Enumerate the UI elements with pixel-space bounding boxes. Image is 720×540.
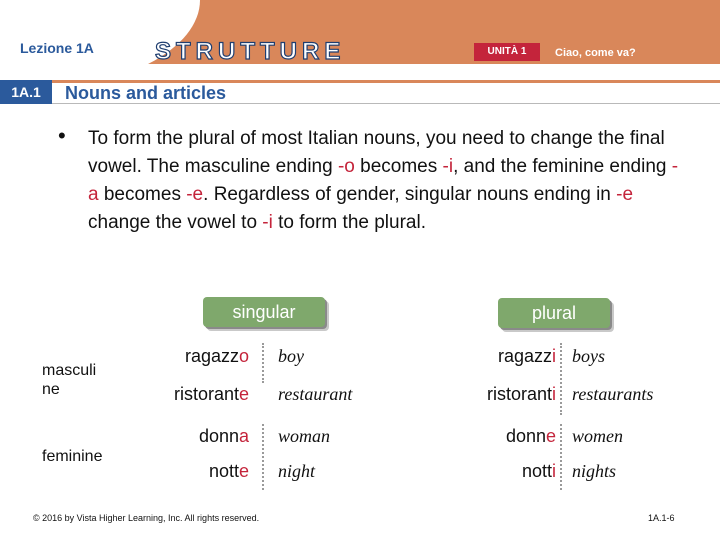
plural-noun: donne [505,426,556,446]
lesson-label: Lezione 1A [20,40,94,56]
bullet-text-part: , and the feminine ending [453,156,672,177]
singular-noun: ragazzo [184,346,249,366]
ending-highlight: -e [186,184,204,205]
plural-translation: restaurants [572,384,654,404]
bullet-text-part: change the vowel to [88,212,263,233]
ending-highlight: -i [262,212,273,233]
plural-noun: ragazzi [497,346,556,366]
plural-noun: notti [521,461,556,481]
column-separator [262,343,264,383]
singular-noun: ristorante [173,384,249,404]
page-number: 1A.1-6 [648,513,675,523]
bullet-text-part: To form the plural of most Italian nouns, you need to change the final vowel. The masculine ending [88,128,665,177]
ending-highlight: -a [88,156,679,205]
bullet-text-part: to form the plural. [272,212,426,233]
singular-noun: notte [208,461,249,481]
bullet-paragraph [88,125,688,237]
section-number-tab: 1A.1 [0,80,52,104]
bullet-marker: • [58,123,66,148]
plural-translation: nights [572,461,617,481]
column-separator [560,343,562,415]
singular-header: singular [203,297,325,327]
unit-badge: UNITÀ 1 [474,43,540,61]
singular-translation: woman [278,426,331,446]
ending-highlight: -o [337,156,355,177]
section-wordmark: STRUTTURE [155,38,346,65]
column-separator [560,424,562,490]
singular-translation: night [278,461,316,481]
bullet-text-part: becomes [98,184,187,205]
plural-header: plural [498,298,610,328]
unit-title: Ciao, come va? [555,47,636,59]
copyright-notice: © 2016 by Vista Higher Learning, Inc. All rights reserved. [33,513,260,523]
ending-highlight: -e [616,184,634,205]
column-separator [262,424,264,490]
plural-translation: women [572,426,623,446]
gender-feminine-label: feminine [42,448,103,465]
gender-masculine-label: masculi ne [42,362,97,398]
ending-highlight: -i [442,156,454,177]
slide-header [0,0,720,64]
bullet-text-part: becomes [354,156,443,177]
singular-noun: donna [198,426,249,446]
singular-translation: restaurant [278,384,353,404]
singular-translation: boy [278,346,304,366]
plural-noun: ristoranti [486,384,556,404]
section-bar [0,80,720,106]
section-title: Nouns and articles [65,83,227,103]
plural-translation: boys [572,346,605,366]
bullet-text-part: . Regardless of gender, singular nouns ending in [203,184,617,205]
